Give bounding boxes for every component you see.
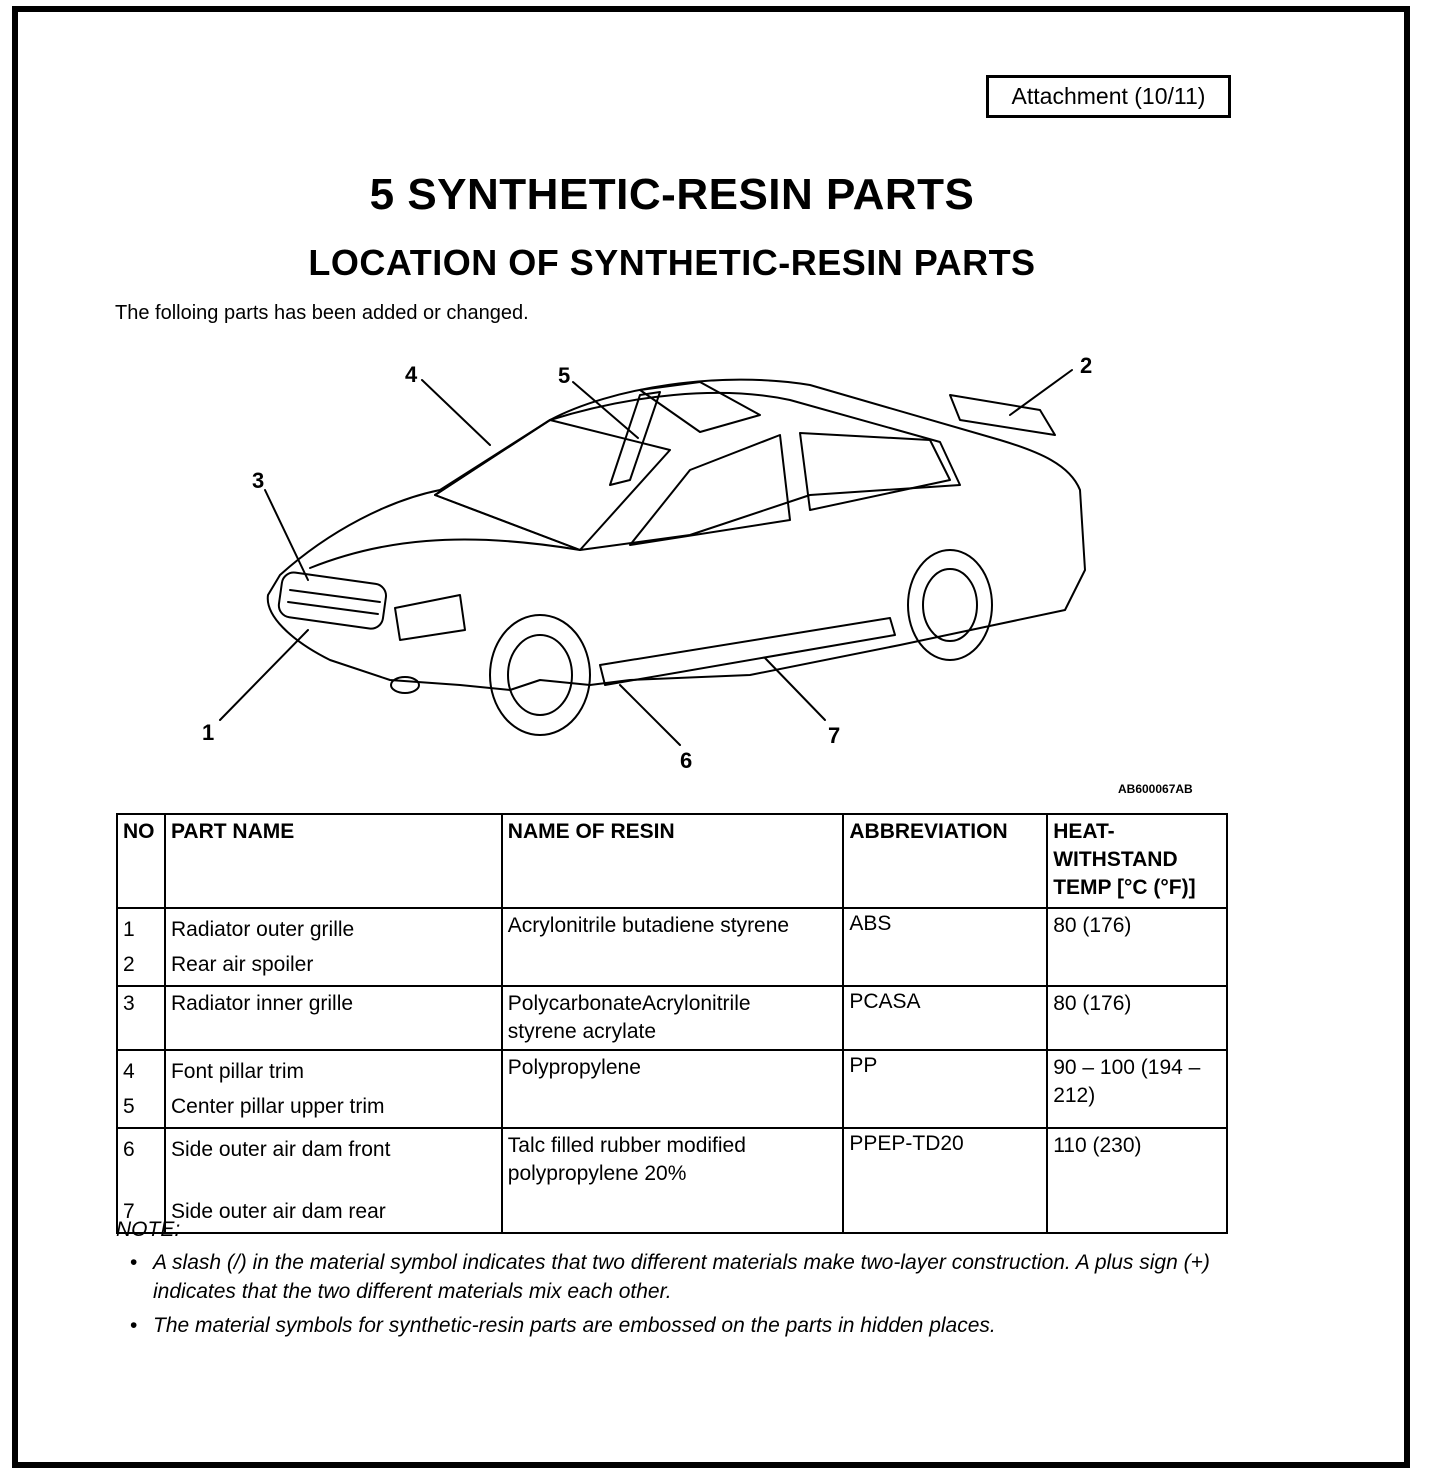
windshield <box>435 420 670 550</box>
callout-2: 2 <box>1080 353 1093 378</box>
leader-4 <box>422 380 490 445</box>
callout-5: 5 <box>558 363 571 388</box>
table-row <box>117 1128 1227 1233</box>
sunroof <box>640 382 760 432</box>
cell-resin: Acrylonitrile butadiene styrene <box>502 908 844 986</box>
callout-3: 3 <box>252 468 265 493</box>
cell-resin: PolycarbonateAcrylonitrile styrene acrylate <box>502 986 844 1050</box>
callout-4: 4 <box>405 362 418 387</box>
cell-temp: 80 (176) <box>1047 908 1227 986</box>
side-window-rear <box>800 433 950 510</box>
header-part-name: PART NAME <box>165 814 502 908</box>
cell-no: 3 <box>117 986 165 1050</box>
note-label: NOTE: <box>116 1218 181 1241</box>
center-pillar-trim <box>610 392 660 485</box>
table-header-row <box>117 814 1227 908</box>
hood-line <box>310 540 580 568</box>
rear-spoiler <box>950 395 1055 435</box>
page-subtitle: LOCATION OF SYNTHETIC-RESIN PARTS <box>308 242 1036 283</box>
cell-part-name: Radiator outer grille Rear air spoiler <box>165 908 502 986</box>
table-row <box>117 908 1227 986</box>
header-heat-temp: HEAT- WITHSTAND TEMP [°C (°F)] <box>1047 814 1227 908</box>
cell-resin: Talc filled rubber modified polypropylene 20% <box>502 1128 844 1233</box>
leader-1 <box>220 630 308 720</box>
cell-no: 1 2 <box>117 908 165 986</box>
attachment-label: Attachment (10/11) <box>986 75 1231 118</box>
front-wheel <box>490 615 590 735</box>
car-roof <box>435 393 960 550</box>
car-body <box>268 380 1085 690</box>
leader-7 <box>765 658 825 720</box>
header-abbreviation: ABBREVIATION <box>843 814 1047 908</box>
cell-abbreviation: PPEP-TD20 <box>843 1128 1047 1233</box>
notes-list <box>128 1248 1238 1345</box>
intro-text: The folloing parts has been added or changed. <box>115 302 529 324</box>
cell-part-name: Font pillar trim Center pillar upper trim <box>165 1050 502 1128</box>
cell-temp: 90 – 100 (194 – 212) <box>1047 1050 1227 1128</box>
car-diagram <box>160 340 1260 780</box>
leader-2 <box>1010 370 1072 415</box>
callout-7: 7 <box>828 723 841 748</box>
cell-part-name: Radiator inner grille <box>165 986 502 1050</box>
callout-6: 6 <box>680 748 693 773</box>
leader-6 <box>620 685 680 745</box>
header-resin: NAME OF RESIN <box>502 814 844 908</box>
parts-table <box>116 813 1228 1234</box>
table-row <box>117 986 1227 1050</box>
headlight <box>395 595 465 640</box>
note-item: • A slash (/) in the material symbol indicates that two different materials make two-layer construction. A plus sign (+) indicates that the two different materials mix each other. <box>128 1248 1238 1306</box>
table-row <box>117 1050 1227 1128</box>
cell-resin: Polypropylene <box>502 1050 844 1128</box>
cell-temp: 110 (230) <box>1047 1128 1227 1233</box>
cell-part-name: Side outer air dam front Side outer air dam rear <box>165 1128 502 1233</box>
header-no: NO <box>117 814 165 908</box>
cell-no: 4 5 <box>117 1050 165 1128</box>
figure-code: AB600067AB <box>1118 782 1193 796</box>
page-title: 5 SYNTHETIC-RESIN PARTS <box>369 170 975 219</box>
cell-temp: 80 (176) <box>1047 986 1227 1050</box>
cell-abbreviation: PP <box>843 1050 1047 1128</box>
callout-1: 1 <box>202 720 215 745</box>
cell-abbreviation: PCASA <box>843 986 1047 1050</box>
rear-wheel <box>908 550 992 660</box>
cell-abbreviation: ABS <box>843 908 1047 986</box>
leader-3 <box>265 490 308 580</box>
cell-no: 6 7 <box>117 1128 165 1233</box>
note-item: • The material symbols for synthetic-resin parts are embossed on the parts in hidden places. <box>128 1311 1238 1340</box>
